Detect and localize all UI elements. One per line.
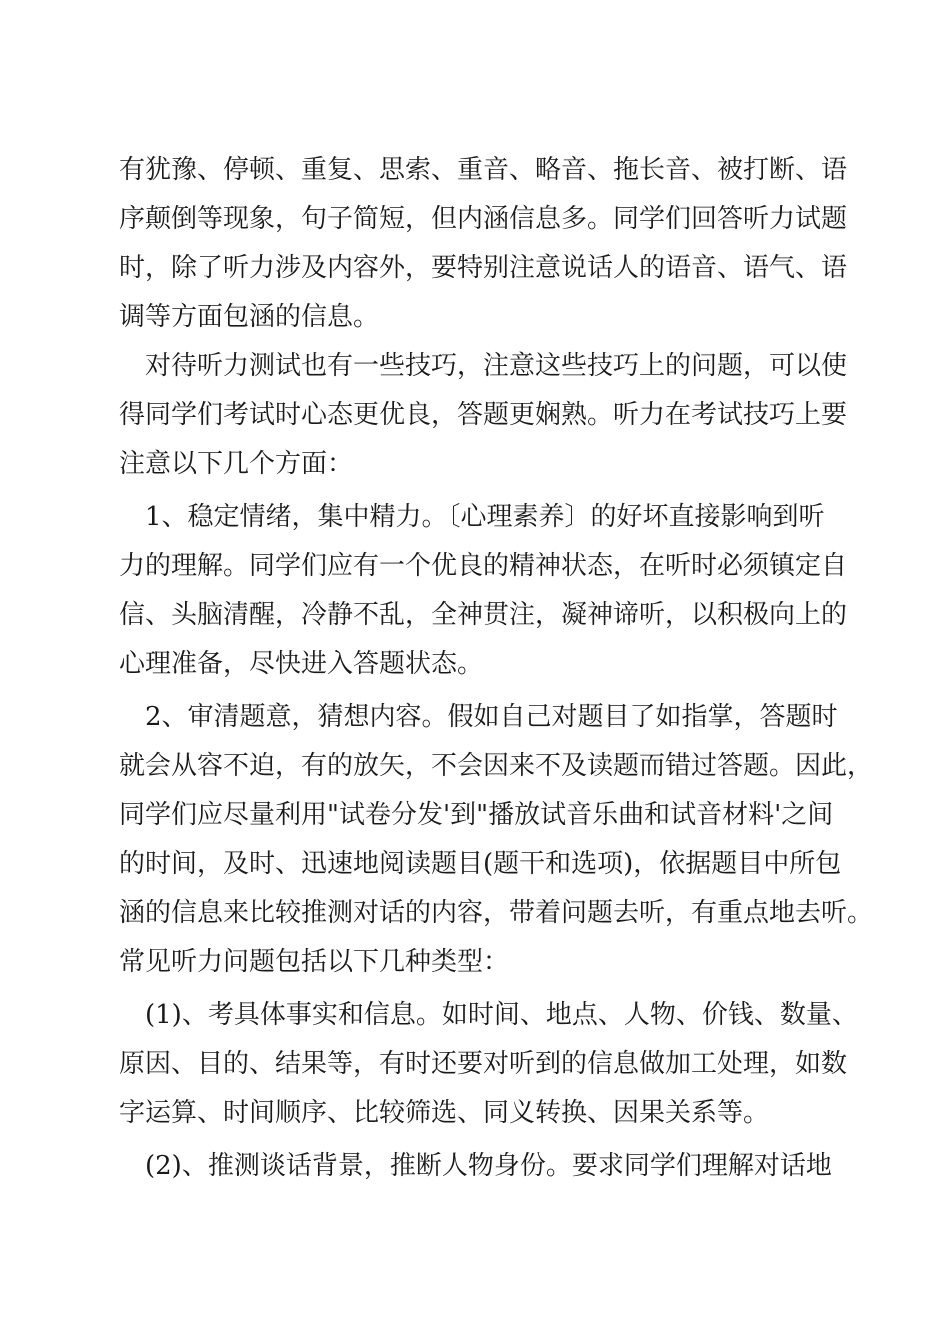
text-line: 原因、目的、结果等，有时还要对听到的信息做加工处理，如数 — [119, 1049, 848, 1079]
text-line: 就会从容不迫，有的放矢，不会因来不及读题而错过答题。因此， — [119, 751, 874, 781]
text-line: 得同学们考试时心态更优良，答题更娴熟。听力在考试技巧上要 — [119, 400, 848, 430]
text-line: 时，除了听力涉及内容外，要特别注意说话人的语音、语气、语 — [119, 253, 848, 283]
text-line: 对待听力测试也有一些技巧，注意这些技巧上的问题，可以使 — [145, 351, 848, 381]
text-line: 信、头脑清醒，冷静不乱，全神贯注，凝神谛听，以积极向上的 — [119, 600, 848, 630]
text-line: 字运算、时间顺序、比较筛选、同义转换、因果关系等。 — [119, 1098, 770, 1128]
text-line: 涵的信息来比较推测对话的内容，带着问题去听，有重点地去听。 — [119, 898, 874, 928]
text-line: 的时间，及时、迅速地阅读题目(题干和选项)，依据题目中所包 — [119, 849, 842, 879]
text-line: (2)、推测谈话背景，推断人物身份。要求同学们理解对话地 — [145, 1151, 832, 1181]
text-line: 有犹豫、停顿、重复、思索、重音、略音、拖长音、被打断、语 — [119, 155, 848, 185]
text-line: 注意以下几个方面： — [119, 449, 354, 479]
text-line: 2、审清题意，猜想内容。假如自己对题目了如指掌，答题时 — [145, 702, 838, 732]
text-line: 常见听力问题包括以下几种类型： — [119, 947, 510, 977]
text-line: 序颠倒等现象，句子简短，但内涵信息多。同学们回答听力试题 — [119, 204, 848, 234]
text-line: 心理准备，尽快进入答题状态。 — [119, 649, 484, 679]
text-line: 调等方面包涵的信息。 — [119, 302, 380, 332]
text-line: 力的理解。同学们应有一个优良的精神状态，在听时必须镇定自 — [119, 551, 848, 581]
text-line: 同学们应尽量利用"试卷分发'到"播放试音乐曲和试音材料'之间 — [119, 800, 834, 830]
text-line: (1)、考具体事实和信息。如时间、地点、人物、价钱、数量、 — [145, 1000, 858, 1030]
text-line: 1、稳定情绪，集中精力。〔心理素养〕的好坏直接影响到听 — [145, 502, 825, 532]
